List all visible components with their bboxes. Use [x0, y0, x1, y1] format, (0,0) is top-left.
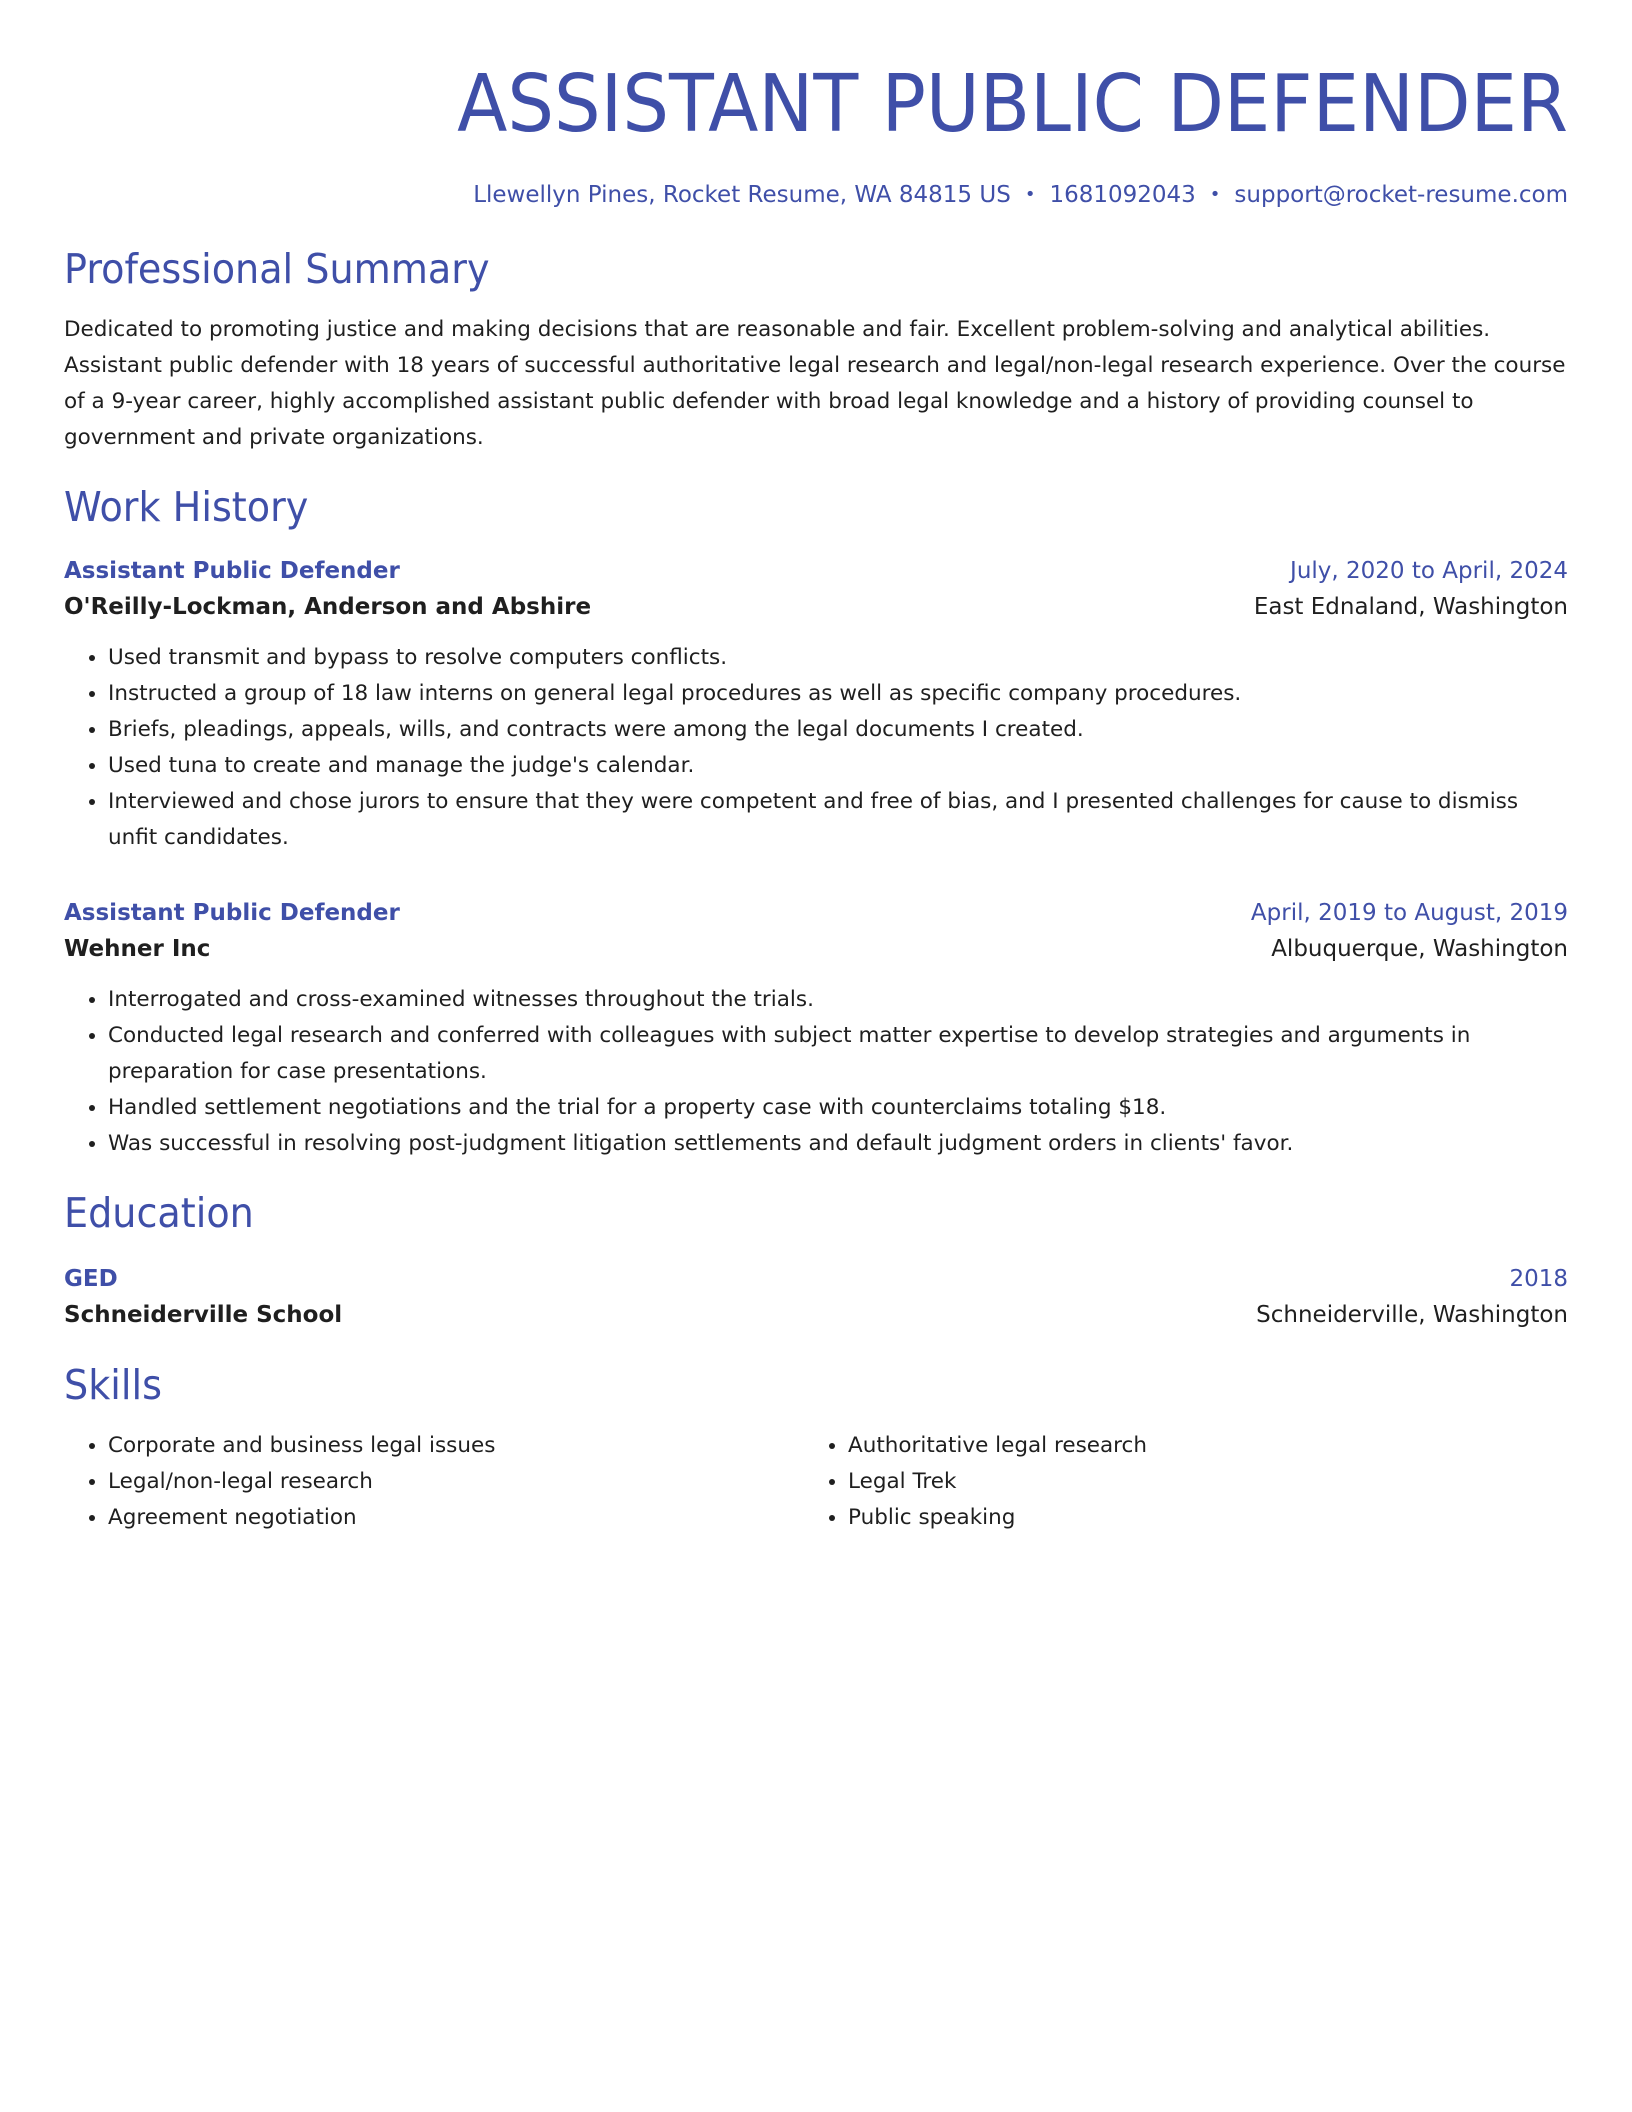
section-heading-work-history: Work History	[64, 483, 309, 531]
skill-item: • Legal/non-legal research	[108, 1464, 804, 1500]
skill-item: • Public speaking	[848, 1500, 1544, 1536]
section-heading-summary: Professional Summary	[64, 245, 490, 293]
job-dates: April, 2019 to August, 2019	[1250, 900, 1568, 926]
job-location: Albuquerque, Washington	[1271, 936, 1568, 962]
contact-phone[interactable]: 1681092043	[1049, 182, 1196, 208]
job-bullet: • Conducted legal research and conferred with colleagues with subject matter expertise to develop strategies and arguments in preparation for case presentations.	[108, 1018, 1568, 1090]
skills-list	[64, 1428, 1568, 1536]
job-bullet-list	[64, 640, 1568, 856]
section-heading-education: Education	[64, 1189, 254, 1237]
job-bullet: • Instructed a group of 18 law interns on general legal procedures as well as specific company procedures.	[108, 676, 1568, 712]
job-entry	[64, 554, 1568, 856]
job-header-row	[64, 554, 1568, 588]
job-bullet: • Interrogated and cross-examined witnesses throughout the trials.	[108, 982, 1568, 1018]
job-dates: July, 2020 to April, 2024	[1290, 558, 1568, 584]
job-company-row	[64, 930, 1568, 968]
job-title: Assistant Public Defender	[64, 900, 400, 926]
summary-text: Dedicated to promoting justice and making decisions that are reasonable and fair. Excellent problem-solving and analytical abilities. Assistant public defender with 18 years of successful authoritative legal research and legal/non-legal research experience. Over the course of a 9-year career, highly accomplished assistant public defender with broad legal knowledge and a history of providing counsel to government and private organizations.	[64, 317, 1566, 450]
job-location: East Ednaland, Washington	[1253, 594, 1568, 620]
education-school-row	[64, 1296, 1568, 1334]
education-degree: GED	[64, 1266, 118, 1292]
contact-separator: •	[1024, 184, 1036, 205]
education-header-row	[64, 1262, 1568, 1296]
job-bullet: • Was successful in resolving post-judgment litigation settlements and default judgment orders in clients' favor.	[108, 1126, 1568, 1162]
education-location: Schneiderville, Washington	[1256, 1302, 1568, 1328]
education-entry	[64, 1262, 1568, 1334]
contact-email[interactable]: support@rocket-resume.com	[1234, 182, 1568, 208]
job-bullet-list	[64, 982, 1568, 1162]
section-heading-skills: Skills	[64, 1361, 162, 1409]
job-title: Assistant Public Defender	[64, 558, 400, 584]
skill-item: • Legal Trek	[848, 1464, 1544, 1500]
contact-separator: •	[1209, 184, 1221, 205]
contact-line	[64, 180, 1568, 210]
resume-title: ASSISTANT PUBLIC DEFENDER	[457, 58, 1569, 150]
job-bullet: • Used tuna to create and manage the judge's calendar.	[108, 748, 1568, 784]
job-bullet: • Interviewed and chose jurors to ensure that they were competent and free of bias, and I presented challenges for cause to dismiss unfit candidates.	[108, 784, 1568, 856]
job-bullet: • Briefs, pleadings, appeals, wills, and contracts were among the legal documents I created.	[108, 712, 1568, 748]
job-company: O'Reilly-Lockman, Anderson and Abshire	[64, 594, 592, 620]
skill-item: • Authoritative legal research	[848, 1428, 1544, 1464]
job-company: Wehner Inc	[64, 936, 211, 962]
skills-column-right	[804, 1428, 1544, 1536]
skills-column-left	[64, 1428, 804, 1536]
skill-item: • Corporate and business legal issues	[108, 1428, 804, 1464]
education-year: 2018	[1509, 1266, 1568, 1292]
contact-address: Llewellyn Pines, Rocket Resume, WA 84815 US	[473, 182, 1011, 208]
skill-item: • Agreement negotiation	[108, 1500, 804, 1536]
education-school: Schneiderville School	[64, 1302, 343, 1328]
job-company-row	[64, 588, 1568, 626]
job-entry	[64, 896, 1568, 1162]
resume-page	[64, 0, 1568, 1536]
job-header-row	[64, 896, 1568, 930]
job-bullet: • Handled settlement negotiations and the trial for a property case with counterclaims totaling $18.	[108, 1090, 1568, 1126]
job-bullet: • Used transmit and bypass to resolve computers conflicts.	[108, 640, 1568, 676]
